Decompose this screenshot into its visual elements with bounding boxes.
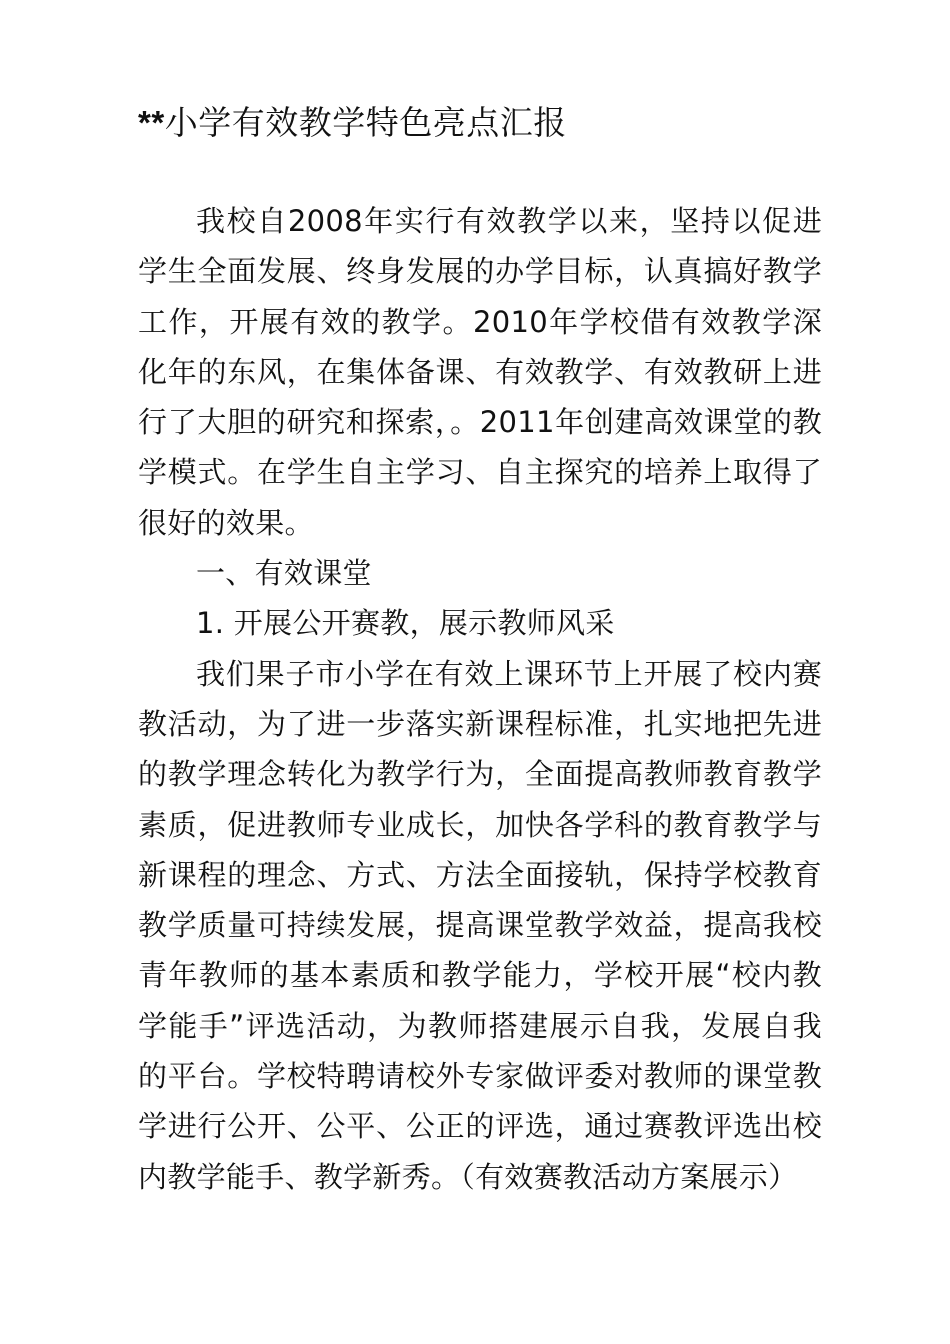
title-prefix: **: [138, 104, 165, 141]
intro-paragraph: 我校自2008年实行有效教学以来，坚持以促进学生全面发展、终身发展的办学目标，认真搞好教学工作，开展有效的教学。2010年学校借有效教学深化年的东风，在集体备课、有效教学、有效教研上进行了大胆的研究和探索，。2011年创建高效课堂的教学模式。在学生自主学习、自主探究的培养上取得了很好的效果。: [138, 204, 822, 540]
document-title: [138, 98, 567, 148]
document-body: [138, 196, 822, 1202]
subsection-heading: 1. 开展公开赛教，展示教师风采: [196, 606, 615, 641]
title-text: 小学有效教学特色亮点汇报: [164, 103, 567, 142]
section-paragraph: 我们果子市小学在有效上课环节上开展了校内赛教活动，为了进一步落实新课程标准，扎实地把先进的教学理念转化为教学行为，全面提高教师教育教学素质，促进教师专业成长，加快各学科的教育教学与新课程的理念、方式、方法全面接轨，保持学校教育教学质量可持续发展，提高课堂教学效益，提高我校青年教师的基本素质和教学能力，学校开展“校内教学能手”评选活动，为教师搭建展示自我，发展自我的平台。学校特聘请校外专家做评委对教师的课堂教学进行公开、公平、公正的评选，通过赛教评选出校内教学能手、教学新秀。（有效赛教活动方案展示）: [138, 656, 822, 1194]
section-heading: 一、有效课堂: [196, 556, 372, 591]
